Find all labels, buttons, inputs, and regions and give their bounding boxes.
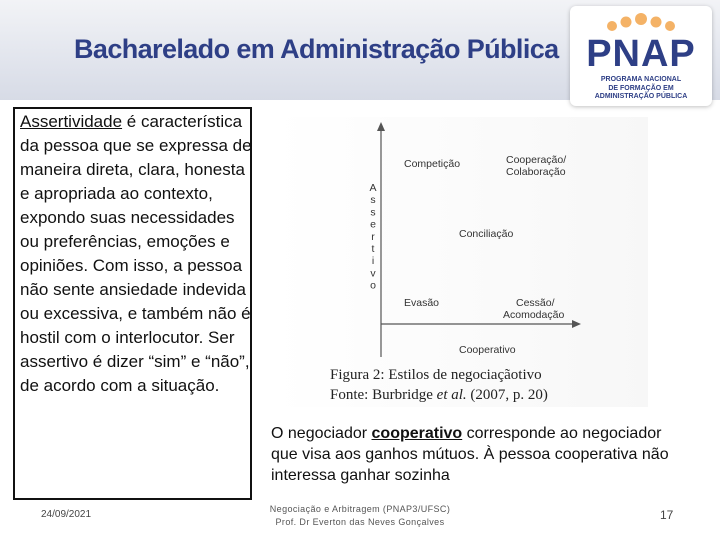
definition-text	[20, 110, 252, 398]
assertividade-term: Assertividade	[20, 112, 123, 131]
figure-source-etal: et al.	[436, 387, 467, 403]
logo-subtitle-line: ADMINISTRAÇÃO PÚBLICA	[594, 93, 688, 100]
x-axis-label: Cooperativo	[459, 344, 516, 356]
y-axis-letter: A	[369, 182, 377, 194]
y-axis-letter: v	[370, 267, 376, 280]
quadrant-evasao: Evasão	[404, 297, 440, 309]
footer-date: 24/09/2021	[41, 509, 92, 520]
footer-course: Negociação e Arbitragem (PNAP3/UFSC)	[269, 504, 451, 514]
page-number: 17	[660, 508, 674, 522]
footer-author: Prof. Dr Everton das Neves Gonçalves	[275, 517, 445, 527]
y-axis-label	[369, 182, 376, 292]
figure-caption: Figura 2: Estilos de negociaçãotivo	[330, 367, 542, 383]
quadrant-cessao-line1: Cessão/	[516, 297, 555, 309]
y-axis-letter: s	[370, 206, 376, 219]
definition-body: é característica da pessoa que se expressa de maneira direta, clara, honesta e apropriada ao contexto, expondo suas necessidades ou preferências, emoções e opiniões. Com isso, a pessoa não sente ansiedade indevida ou excessiva, e também não é hostil com o interlocutor. Ser assertivo é dizer “sim” e “não”, de acordo com a situação.	[20, 112, 252, 395]
y-axis-letter: e	[370, 218, 376, 231]
y-axis-letter: t	[371, 243, 375, 255]
footer-course-info	[250, 503, 470, 529]
y-axis-letter: s	[370, 194, 376, 207]
quadrant-cooperacao-line1: Cooperação/	[506, 154, 567, 166]
logo-subtitle-line: PROGRAMA NACIONAL	[600, 76, 682, 83]
program-title: Bacharelado em Administração Pública	[74, 34, 559, 64]
y-axis-arrow	[377, 122, 385, 131]
quadrant-cooperacao-line2: Colaboração	[506, 166, 566, 178]
cooperative-suffix: corresponde ao negociador que visa aos ganhos mútuos. À pessoa cooperativa não interessa ganhar sozinha	[271, 425, 669, 484]
figure-source-suffix: (2007, p. 20)	[466, 387, 548, 403]
logo-subtitle	[570, 76, 712, 102]
cooperative-text	[271, 423, 691, 486]
quadrant-competicao: Competição	[404, 158, 461, 170]
quadrant-conciliacao: Conciliação	[459, 228, 514, 240]
y-axis-letter: o	[370, 279, 376, 292]
quadrant-cessao-line2: Acomodação	[503, 309, 565, 321]
logo-word: PNAP	[586, 33, 696, 75]
y-axis-letter: r	[371, 230, 375, 243]
logo-subtitle-line: DE FORMAÇÃO EM	[608, 84, 674, 92]
y-axis-letter: i	[371, 255, 375, 268]
cooperativo-term: cooperativo	[371, 425, 463, 442]
negotiation-styles-diagram	[274, 117, 648, 367]
header-banner	[0, 0, 720, 100]
cooperative-prefix: O negociador	[271, 425, 372, 442]
x-axis-arrow	[572, 320, 581, 328]
pnap-logo	[570, 6, 712, 106]
figure-source-prefix: Fonte: Burbridge	[330, 387, 437, 403]
figure-source	[330, 387, 600, 404]
